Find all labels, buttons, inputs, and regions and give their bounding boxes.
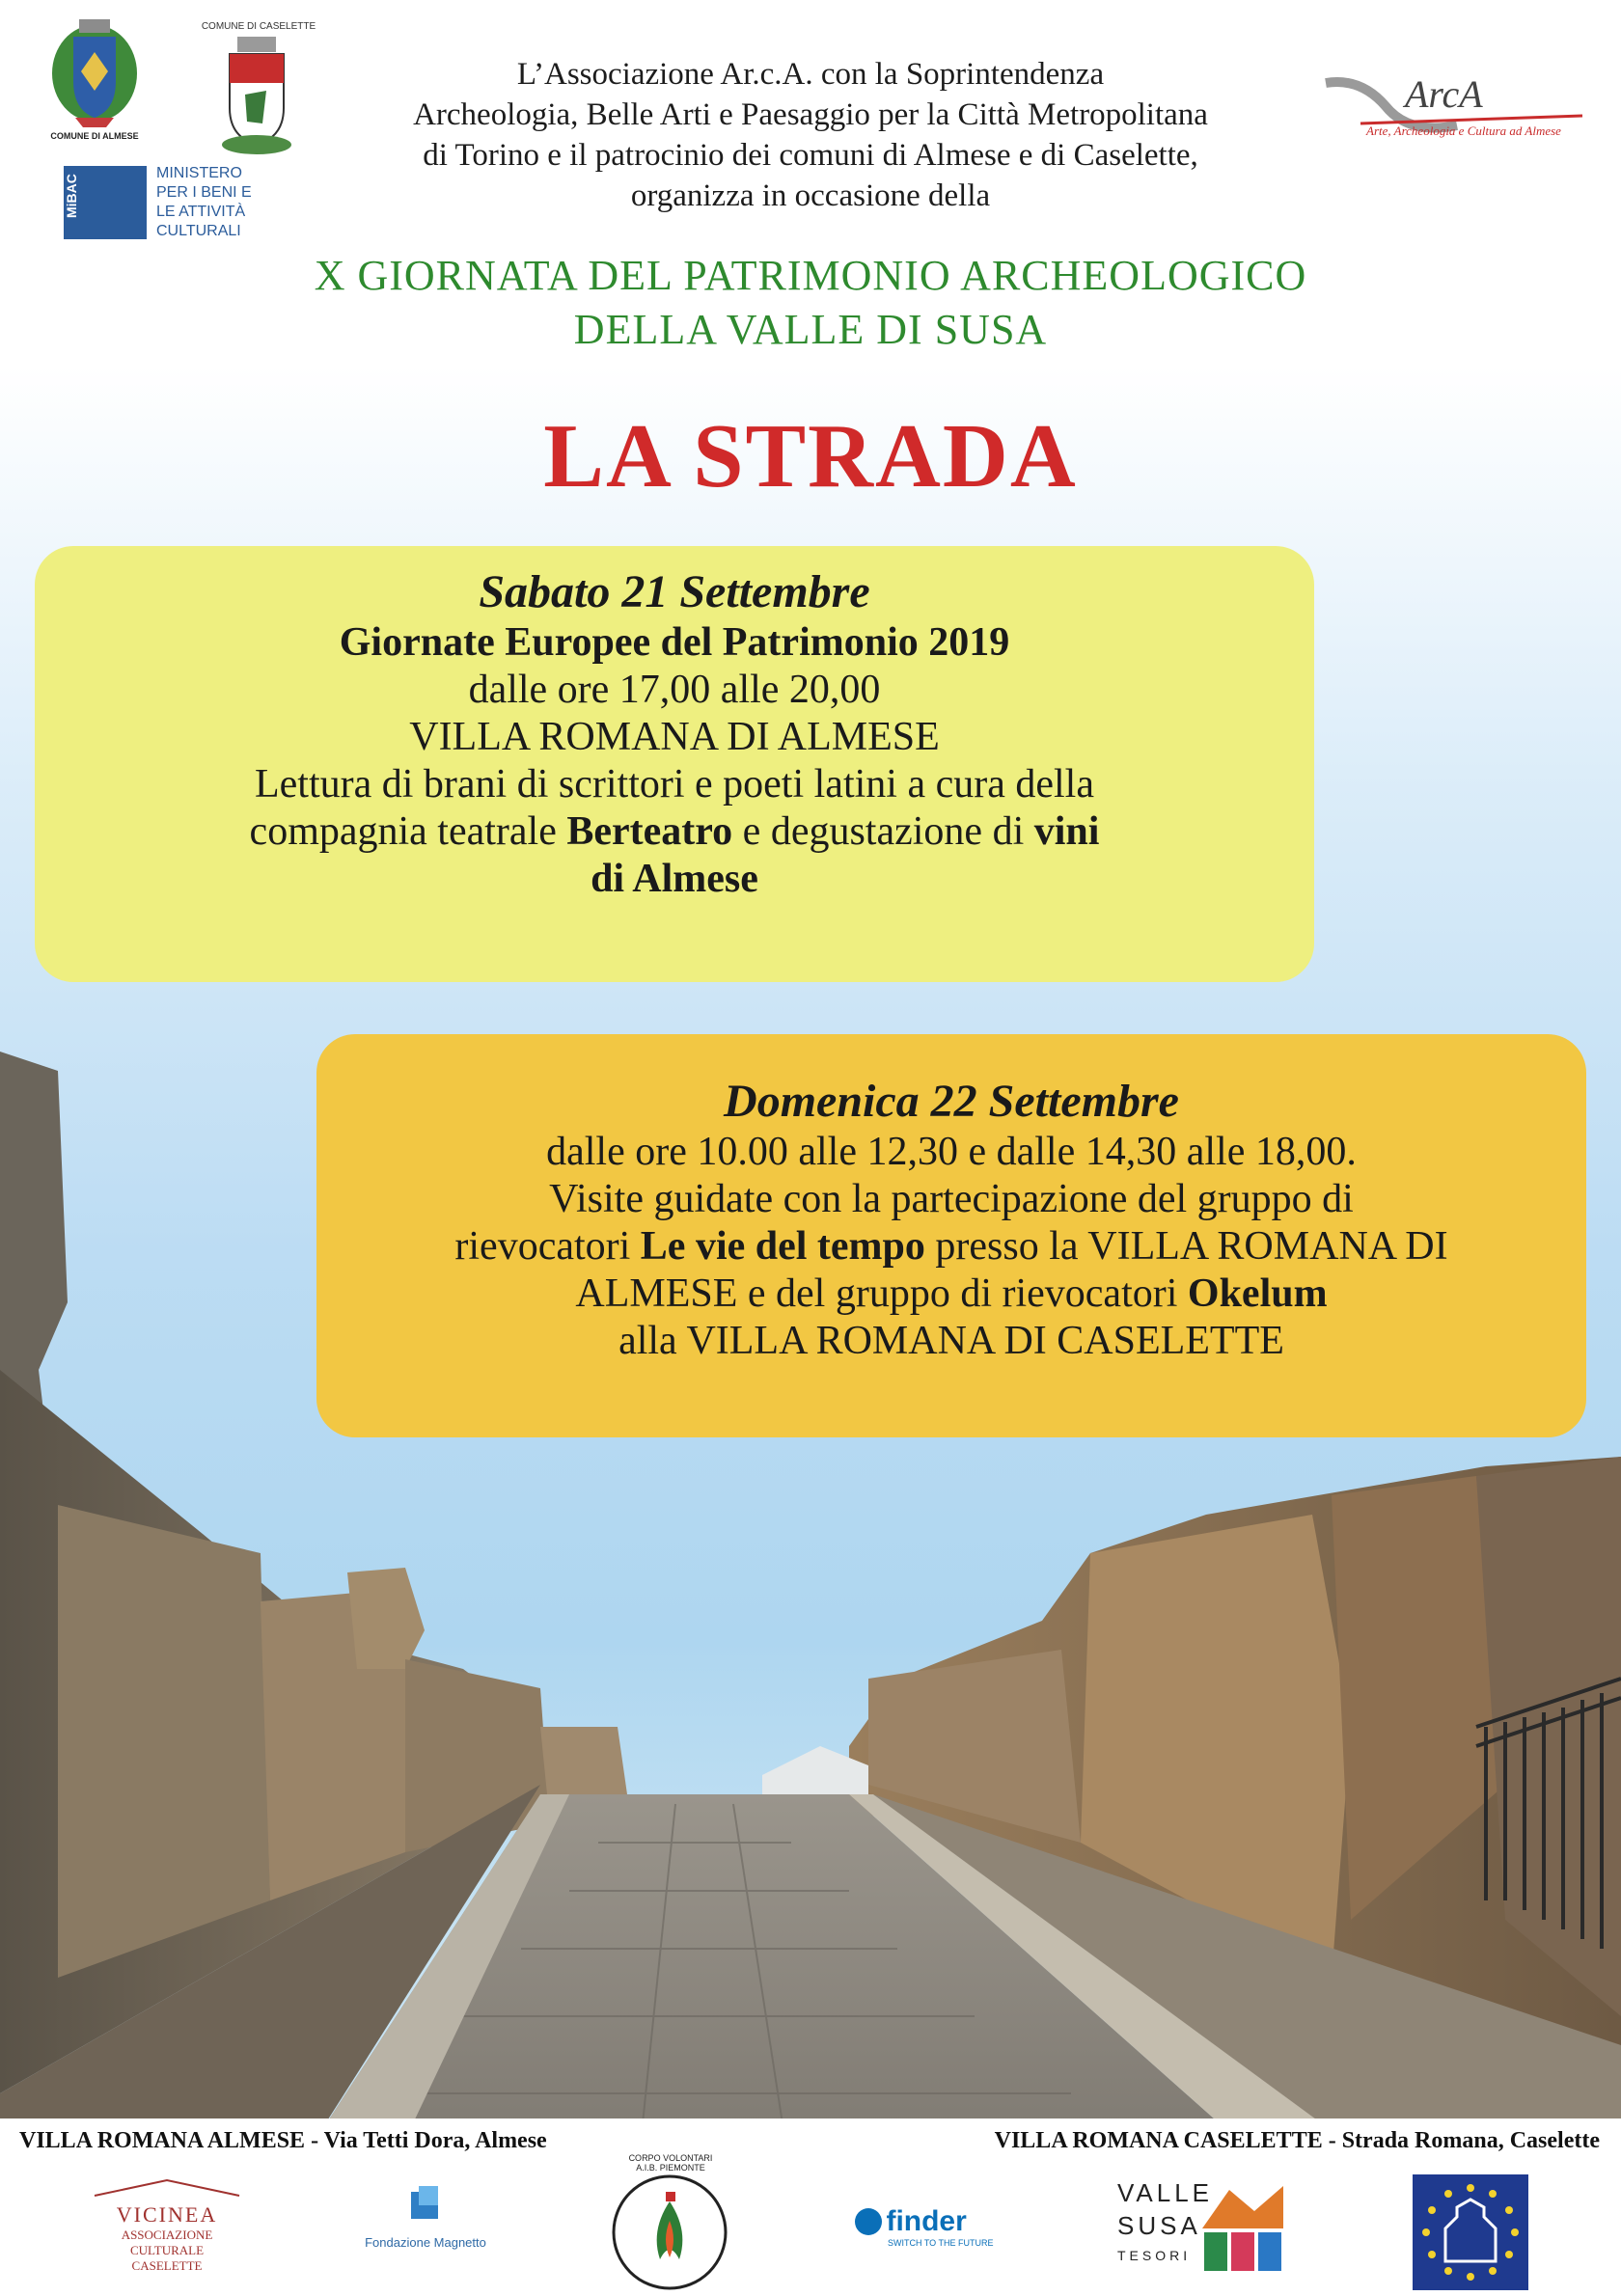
mibac-line: LE ATTIVITÀ — [156, 204, 246, 220]
sunday-desc-4: alla VILLA ROMANA DI CASELETTE — [618, 1319, 1284, 1363]
venue-name: VILLA ROMANA ALMESE — [19, 2128, 306, 2153]
finder-tagline: SWITCH TO THE FUTURE — [888, 2238, 994, 2248]
giornata-heading — [174, 249, 1447, 357]
sunday-desc-2 — [316, 1223, 1586, 1271]
saturday-event-box — [35, 546, 1314, 982]
intro-line: di Torino e il patrocinio dei comuni di Almese e di Caselette, — [423, 138, 1198, 173]
intro-text — [318, 54, 1303, 216]
cube-icon — [401, 2182, 450, 2230]
venue-caselette — [995, 2128, 1600, 2154]
desc-text: compagnia teatrale — [249, 809, 567, 854]
le-vie-del-tempo-name: Le vie del tempo — [640, 1224, 925, 1269]
saturday-desc-1: Lettura di brani di scrittori e poeti latini a cura della — [254, 762, 1094, 806]
mibac-text — [156, 164, 252, 241]
magnetto-name: Fondazione Magnetto — [365, 2235, 486, 2250]
finder-icon — [855, 2208, 882, 2235]
mibac-mark: MiBAC — [64, 174, 79, 218]
valle-text: VALLE — [1117, 2178, 1214, 2207]
saturday-desc-2 — [35, 808, 1314, 856]
tesori-text: TESORI — [1117, 2248, 1192, 2263]
saturday-day: Sabato 21 Settembre — [479, 566, 870, 617]
vicinea-line: CASELETTE — [131, 2258, 203, 2273]
aib-piemonte-badge-icon — [610, 2173, 729, 2292]
valle-susa-tesori-logo — [1110, 2178, 1303, 2284]
arca-name: ArcA — [1405, 72, 1483, 116]
mibac-line: CULTURALI — [156, 223, 241, 239]
finder-logo — [855, 2205, 1019, 2248]
intro-line: organizza in occasione della — [630, 178, 991, 213]
aib-caption: CORPO VOLONTARI A.I.B. PIEMONTE — [628, 2153, 713, 2173]
roof-icon — [85, 2176, 249, 2198]
arca-tagline: Arte, Archeologia e Cultura ad Almese — [1366, 123, 1561, 138]
almese-caption: COMUNE DI ALMESE — [50, 131, 139, 141]
caselette-coat-of-arms-icon — [208, 37, 305, 162]
desc-text: ALMESE e del gruppo di rievocatori — [575, 1271, 1188, 1316]
sunday-day: Domenica 22 Settembre — [724, 1076, 1179, 1127]
almese-coat-of-arms-icon — [46, 14, 143, 149]
page-title: LA STRADA — [543, 406, 1078, 506]
okelum-name: Okelum — [1187, 1271, 1328, 1316]
intro-line: L’Associazione Ar.c.A. con la Soprintendenza — [516, 57, 1105, 92]
sunday-event-box — [316, 1034, 1586, 1437]
venue-address: - Via Tetti Dora, Almese — [305, 2128, 547, 2153]
sunday-desc-1: Visite guidate con la partecipazione del gruppo di — [549, 1177, 1354, 1221]
susa-text: SUSA — [1117, 2211, 1201, 2240]
venue-almese — [19, 2128, 547, 2154]
desc-text: e degustazione di — [732, 809, 1034, 854]
vini-text: vini — [1033, 809, 1100, 854]
giornata-line: X GIORNATA DEL PATRIMONIO ARCHEOLOGICO — [314, 252, 1307, 299]
venue-name: VILLA ROMANA CASELETTE — [994, 2128, 1323, 2153]
intro-line: Archeologia, Belle Arti e Paesaggio per la Città Metropolitana — [413, 97, 1208, 132]
desc-text: presso la VILLA ROMANA DI — [924, 1224, 1448, 1269]
desc-text: rievocatori — [454, 1224, 641, 1269]
mibac-logo — [64, 166, 147, 239]
caselette-caption: COMUNE DI CASELETTE — [201, 21, 316, 32]
magnetto-logo — [353, 2182, 498, 2250]
berteatro-name: Berteatro — [566, 809, 733, 854]
sunday-desc-3 — [316, 1271, 1586, 1318]
european-heritage-logo-icon — [1413, 2174, 1528, 2290]
venue-address: - Strada Romana, Caselette — [1322, 2128, 1600, 2153]
saturday-event: Giornate Europee del Patrimonio 2019 — [339, 620, 1010, 665]
mibac-line: PER I BENI E — [156, 184, 252, 201]
sunday-hours: dalle ore 10.00 alle 12,30 e dalle 14,30 alle 18,00. — [546, 1130, 1357, 1174]
valle-susa-mountain-icon — [1200, 2182, 1287, 2275]
vicinea-name: VICINEA — [116, 2202, 218, 2227]
finder-name: finder — [886, 2205, 967, 2237]
saturday-desc-3: di Almese — [591, 857, 758, 901]
vicinea-line: ASSOCIAZIONE CULTURALE — [121, 2228, 213, 2257]
saturday-hours: dalle ore 17,00 alle 20,00 — [468, 668, 881, 712]
giornata-line: DELLA VALLE DI SUSA — [573, 306, 1048, 353]
mibac-line: MINISTERO — [156, 165, 242, 181]
vicinea-logo — [85, 2176, 249, 2273]
saturday-place: VILLA ROMANA DI ALMESE — [409, 715, 940, 759]
